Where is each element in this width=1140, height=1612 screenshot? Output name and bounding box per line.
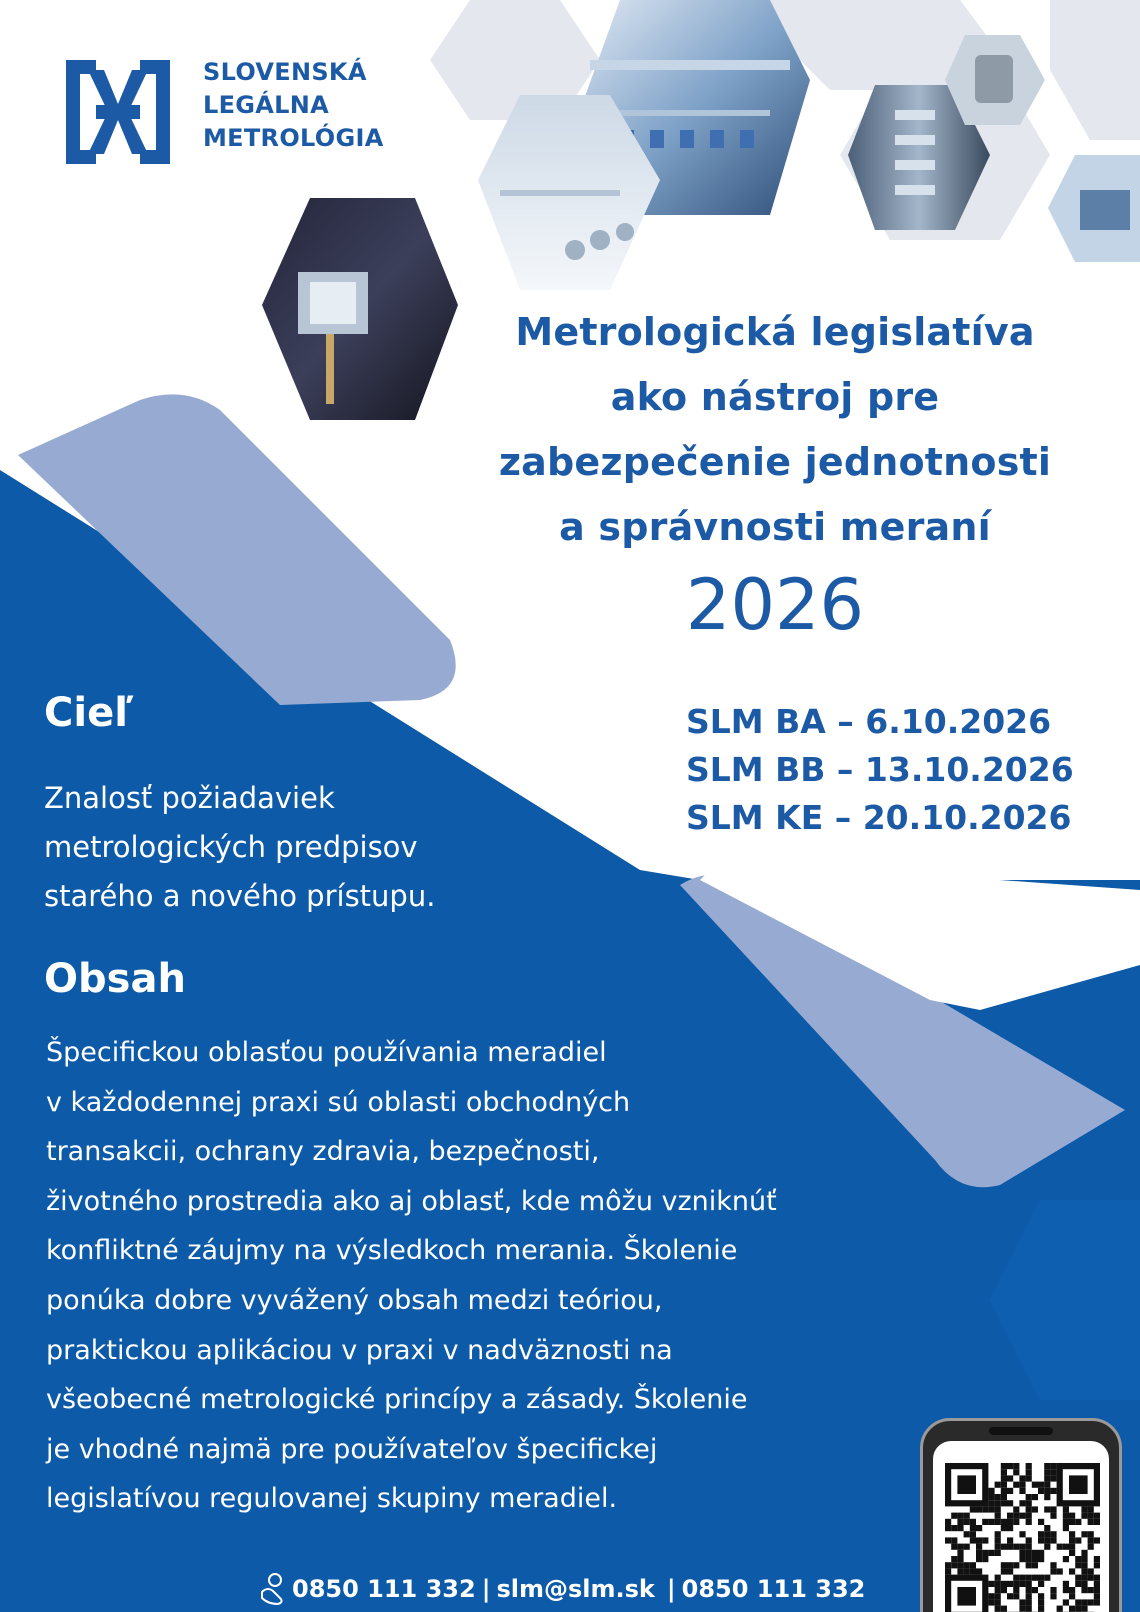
qr-module [1057,1568,1063,1574]
qr-module [1050,1568,1056,1574]
chamber-photo [262,198,458,420]
qr-module [1081,1506,1087,1512]
qr-module [1094,1593,1100,1599]
qr-module [995,1599,1001,1605]
qr-module [1026,1475,1032,1481]
qr-module [1081,1587,1087,1593]
qr-module [1075,1581,1081,1587]
qr-module [1050,1475,1056,1481]
qr-module [982,1519,988,1525]
qr-module [1069,1544,1075,1550]
qr-module [1026,1606,1032,1612]
qr-module [1026,1519,1032,1525]
qr-module [1032,1556,1038,1562]
qr-module [1032,1506,1038,1512]
qr-module [1063,1556,1069,1562]
qr-module [1038,1531,1044,1537]
qr-module [988,1581,994,1587]
qr-module [988,1506,994,1512]
qr-module [1044,1506,1050,1512]
goal-text [44,774,435,921]
qr-module [964,1513,970,1519]
qr-module [1075,1599,1081,1605]
qr-module [995,1606,1001,1612]
qr-module [1019,1500,1025,1506]
qr-module [1038,1519,1044,1525]
qr-module [951,1556,957,1562]
qr-module [970,1525,976,1531]
qr-module [995,1587,1001,1593]
qr-module [1026,1599,1032,1605]
qr-module [995,1550,1001,1556]
qr-module [1001,1519,1007,1525]
qr-module [1075,1519,1081,1525]
separator: | [666,1575,676,1603]
qr-module [1044,1537,1050,1543]
qr-module [1019,1488,1025,1494]
qr-module [995,1531,1001,1537]
qr-module [1075,1562,1081,1568]
qr-module [1019,1575,1025,1581]
qr-module [1081,1550,1087,1556]
qr-module [1057,1606,1063,1612]
qr-module [957,1519,963,1525]
qr-module [995,1575,1001,1581]
qr-module [1088,1537,1094,1543]
qr-module [1081,1568,1087,1574]
contact-phone[interactable]: 0850 111 332 [292,1575,476,1603]
qr-module [988,1593,994,1599]
qr-module [945,1562,951,1568]
qr-module [957,1550,963,1556]
qr-module [1088,1599,1094,1605]
qr-module [1081,1581,1087,1587]
qr-module [1038,1581,1044,1587]
qr-module [951,1525,957,1531]
qr-module [970,1537,976,1543]
weight-photo [945,35,1045,125]
qr-module [1094,1581,1100,1587]
qr-module [982,1506,988,1512]
qr-module [1013,1562,1019,1568]
qr-module [995,1506,1001,1512]
qr-module [1001,1500,1007,1506]
qr-module [1088,1531,1094,1537]
qr-module [1026,1550,1032,1556]
session-date: SLM KE – 20.10.2026 [686,798,1072,837]
qr-module [1088,1513,1094,1519]
qr-module [951,1537,957,1543]
qr-module [957,1562,963,1568]
organization-name-line: LEGÁLNA [203,91,330,119]
content-text-line: všeobecné metrologické princípy a zásady. Školenie [46,1384,748,1416]
qr-module [970,1531,976,1537]
qr-module [1026,1544,1032,1550]
qr-module [1069,1587,1075,1593]
qr-module [1069,1568,1075,1574]
qr-module [976,1506,982,1512]
qr-module [1044,1482,1050,1488]
qr-module [1063,1599,1069,1605]
qr-module [1001,1581,1007,1587]
qr-module [1081,1513,1087,1519]
qr-module [988,1494,994,1500]
qr-code[interactable] [943,1459,1103,1612]
qr-module [1026,1469,1032,1475]
organization-name-line: SLOVENSKÁ [203,58,367,86]
qr-module [1019,1581,1025,1587]
qr-module [945,1568,951,1574]
qr-module [976,1537,982,1543]
qr-module [1013,1463,1019,1469]
qr-module [1050,1593,1056,1599]
contact-phone-secondary[interactable]: 0850 111 332 [681,1575,866,1603]
qr-module [1081,1562,1087,1568]
qr-module [1050,1488,1056,1494]
qr-module [951,1513,957,1519]
qr-module [1069,1531,1075,1537]
qr-finder [1069,1475,1088,1494]
qr-module [1063,1519,1069,1525]
content-text-line: je vhodné najmä pre používateľov špecifickej [46,1433,658,1465]
contact-footer [258,1572,865,1606]
content-heading: Obsah [44,956,186,1002]
qr-module [1032,1482,1038,1488]
qr-module [1019,1556,1025,1562]
qr-module [1001,1587,1007,1593]
qr-module [1063,1587,1069,1593]
qr-module [1044,1525,1050,1531]
qr-module [988,1500,994,1506]
qr-module [988,1599,994,1605]
qr-module [1075,1575,1081,1581]
qr-module [1038,1575,1044,1581]
qr-module [964,1519,970,1525]
qr-module [1038,1482,1044,1488]
qr-module [1038,1606,1044,1612]
qr-module [1019,1606,1025,1612]
qr-module [1081,1606,1087,1612]
qr-module [1044,1531,1050,1537]
content-text-line: Špecifickou oblasťou používania meradiel [46,1037,607,1068]
qr-module [1032,1550,1038,1556]
qr-module [964,1531,970,1537]
session-date: SLM BB – 13.10.2026 [686,750,1074,789]
qr-module [1094,1587,1100,1593]
goal-text-line: Znalosť požiadaviek [44,781,335,815]
qr-module [1044,1469,1050,1475]
qr-module [1026,1463,1032,1469]
qr-module [970,1568,976,1574]
logo-mark [66,60,170,164]
qr-module [1007,1488,1013,1494]
qr-module [1007,1544,1013,1550]
qr-module [1001,1544,1007,1550]
content-text [46,1028,777,1524]
qr-module [1069,1513,1075,1519]
qr-module [1032,1587,1038,1593]
qr-module [1007,1475,1013,1481]
qr-module [976,1544,982,1550]
qr-module [1075,1537,1081,1543]
qr-module [1050,1513,1056,1519]
goal-text-line: metrologických predpisov [44,830,418,864]
qr-module [1007,1519,1013,1525]
qr-module [1013,1519,1019,1525]
qr-module [1063,1525,1069,1531]
qr-module [1063,1506,1069,1512]
qr-module [988,1550,994,1556]
qr-module [1050,1562,1056,1568]
content-text-line: konfliktné záujmy na výsledkoch merania. Školenie [46,1235,738,1267]
event-year: 2026 [685,564,865,646]
qr-module [1026,1556,1032,1562]
qr-module [1026,1494,1032,1500]
qr-module [1013,1544,1019,1550]
qr-module [1057,1544,1063,1550]
qr-module [1019,1531,1025,1537]
goal-text-line: starého a nového prístupu. [44,879,436,913]
qr-module [976,1525,982,1531]
event-title-line: ako nástroj pre [610,375,940,419]
qr-module [1026,1513,1032,1519]
instrument-photo [1048,155,1140,262]
qr-module [1032,1562,1038,1568]
qr-module [1038,1599,1044,1605]
qr-module [1050,1587,1056,1593]
qr-module [1050,1463,1056,1469]
qr-module [1094,1513,1100,1519]
qr-module [1032,1575,1038,1581]
qr-module [970,1506,976,1512]
qr-module [1081,1531,1087,1537]
qr-module [1094,1599,1100,1605]
qr-module [1001,1482,1007,1488]
qr-module [995,1494,1001,1500]
session-dates [686,698,1074,842]
qr-module [1007,1525,1013,1531]
qr-module [970,1519,976,1525]
qr-module [1007,1562,1013,1568]
qr-module [1019,1482,1025,1488]
qr-module [1038,1537,1044,1543]
qr-module [1019,1599,1025,1605]
qr-module [1001,1525,1007,1531]
qr-module [957,1556,963,1562]
qr-module [995,1482,1001,1488]
qr-module [982,1556,988,1562]
qr-module [1007,1500,1013,1506]
qr-module [1088,1519,1094,1525]
contact-email[interactable]: slm@slm.sk [496,1575,655,1603]
qr-module [1044,1575,1050,1581]
content-text-line: ponúka dobre vyvážený obsah medzi teóriou, [46,1284,663,1316]
content-text-line: životného prostredia ako aj oblasť, kde môžu vzniknúť [46,1185,777,1217]
qr-module [1001,1562,1007,1568]
qr-module [1001,1488,1007,1494]
qr-module [1075,1606,1081,1612]
content-text-line: praktickou aplikáciou v praxi v nadväznosti na [46,1334,673,1366]
qr-module [1038,1550,1044,1556]
qr-module [1026,1537,1032,1543]
qr-module [970,1562,976,1568]
qr-module [1094,1575,1100,1581]
qr-module [1069,1593,1075,1599]
qr-module [1063,1513,1069,1519]
qr-module [995,1537,1001,1543]
qr-module [1063,1544,1069,1550]
event-title-line: zabezpečenie jednotnosti [498,440,1052,484]
event-title-line: a správnosti meraní [559,505,991,549]
organization-name [203,56,384,155]
phone-screen [933,1441,1109,1612]
qr-module [1013,1587,1019,1593]
qr-module [1026,1575,1032,1581]
qr-module [995,1519,1001,1525]
qr-module [1038,1593,1044,1599]
qr-module [1013,1482,1019,1488]
qr-module [1007,1463,1013,1469]
qr-module [1038,1488,1044,1494]
qr-module [1013,1506,1019,1512]
qr-module [957,1525,963,1531]
qr-module [964,1562,970,1568]
qr-module [988,1488,994,1494]
qr-module [1026,1587,1032,1593]
qr-module [1094,1537,1100,1543]
content-text-line: transakcii, ochrany zdravia, bezpečnosti, [46,1136,600,1168]
qr-module [1081,1575,1087,1581]
qr-module [1019,1544,1025,1550]
qr-module [957,1568,963,1574]
qr-module [988,1519,994,1525]
qr-module [1013,1581,1019,1587]
qr-module [1088,1568,1094,1574]
qr-module [1044,1494,1050,1500]
qr-module [1063,1581,1069,1587]
phone-notch [989,1427,1053,1435]
qr-module [1094,1519,1100,1525]
qr-module [1001,1568,1007,1574]
qr-module [1019,1475,1025,1481]
qr-finder [957,1475,976,1494]
qr-module [1081,1556,1087,1562]
qr-module [995,1593,1001,1599]
qr-module [945,1519,951,1525]
qr-module [1075,1556,1081,1562]
content-text-line: legislatívou regulovanej skupiny meradiel. [46,1483,618,1515]
qr-module [1088,1575,1094,1581]
content-text-line: v každodennej praxi sú oblasti obchodných [46,1086,631,1118]
session-date: SLM BA – 6.10.2026 [686,702,1052,741]
qr-module [995,1513,1001,1519]
separator: | [481,1575,491,1603]
qr-module [1069,1537,1075,1543]
qr-module [1001,1606,1007,1612]
qr-module [995,1581,1001,1587]
qr-module [1069,1519,1075,1525]
qr-module [1088,1506,1094,1512]
qr-module [1069,1550,1075,1556]
qr-module [982,1550,988,1556]
qr-module [1044,1488,1050,1494]
qr-module [1038,1556,1044,1562]
qr-module [1081,1599,1087,1605]
qr-module [1026,1506,1032,1512]
phone-icon [258,1572,290,1606]
goal-heading: Cieľ [44,690,134,736]
qr-module [945,1525,951,1531]
qr-module [1007,1581,1013,1587]
qr-module [1001,1469,1007,1475]
qr-module [1013,1575,1019,1581]
event-title-line: Metrologická legislatíva [515,310,1035,354]
qr-module [964,1544,970,1550]
qr-module [1050,1537,1056,1543]
qr-module [1088,1587,1094,1593]
qr-module [1050,1506,1056,1512]
qr-module [1044,1544,1050,1550]
qr-module [976,1556,982,1562]
qr-module [1026,1500,1032,1506]
qr-module [1026,1593,1032,1599]
qr-module [982,1537,988,1543]
qr-module [1044,1463,1050,1469]
qr-module [951,1544,957,1550]
qr-module [1007,1568,1013,1574]
qr-module [1007,1513,1013,1519]
qr-module [1001,1463,1007,1469]
qr-module [976,1550,982,1556]
qr-module [1094,1562,1100,1568]
qr-module [1094,1556,1100,1562]
qr-module [1026,1581,1032,1587]
qr-module [1001,1475,1007,1481]
qr-module [957,1513,963,1519]
qr-module [1069,1606,1075,1612]
qr-module [951,1562,957,1568]
phone-mockup [920,1418,1122,1612]
qr-module [1019,1550,1025,1556]
qr-module [957,1544,963,1550]
qr-module [1019,1513,1025,1519]
qr-finder [957,1587,976,1606]
qr-module [1050,1531,1056,1537]
qr-module [1026,1562,1032,1568]
qr-module [1088,1544,1094,1550]
qr-module [945,1537,951,1543]
qr-module [1013,1513,1019,1519]
qr-module [1013,1469,1019,1475]
qr-module [1044,1475,1050,1481]
qr-module [1007,1537,1013,1543]
qr-module [964,1568,970,1574]
qr-module [1001,1494,1007,1500]
qr-module [995,1500,1001,1506]
qr-module [976,1568,982,1574]
qr-module [1050,1469,1056,1475]
qr-module [995,1544,1001,1550]
organization-name-line: METROLÓGIA [203,124,384,152]
qr-module [1013,1593,1019,1599]
event-title [440,300,1110,560]
qr-module [1007,1593,1013,1599]
qr-module [1032,1494,1038,1500]
